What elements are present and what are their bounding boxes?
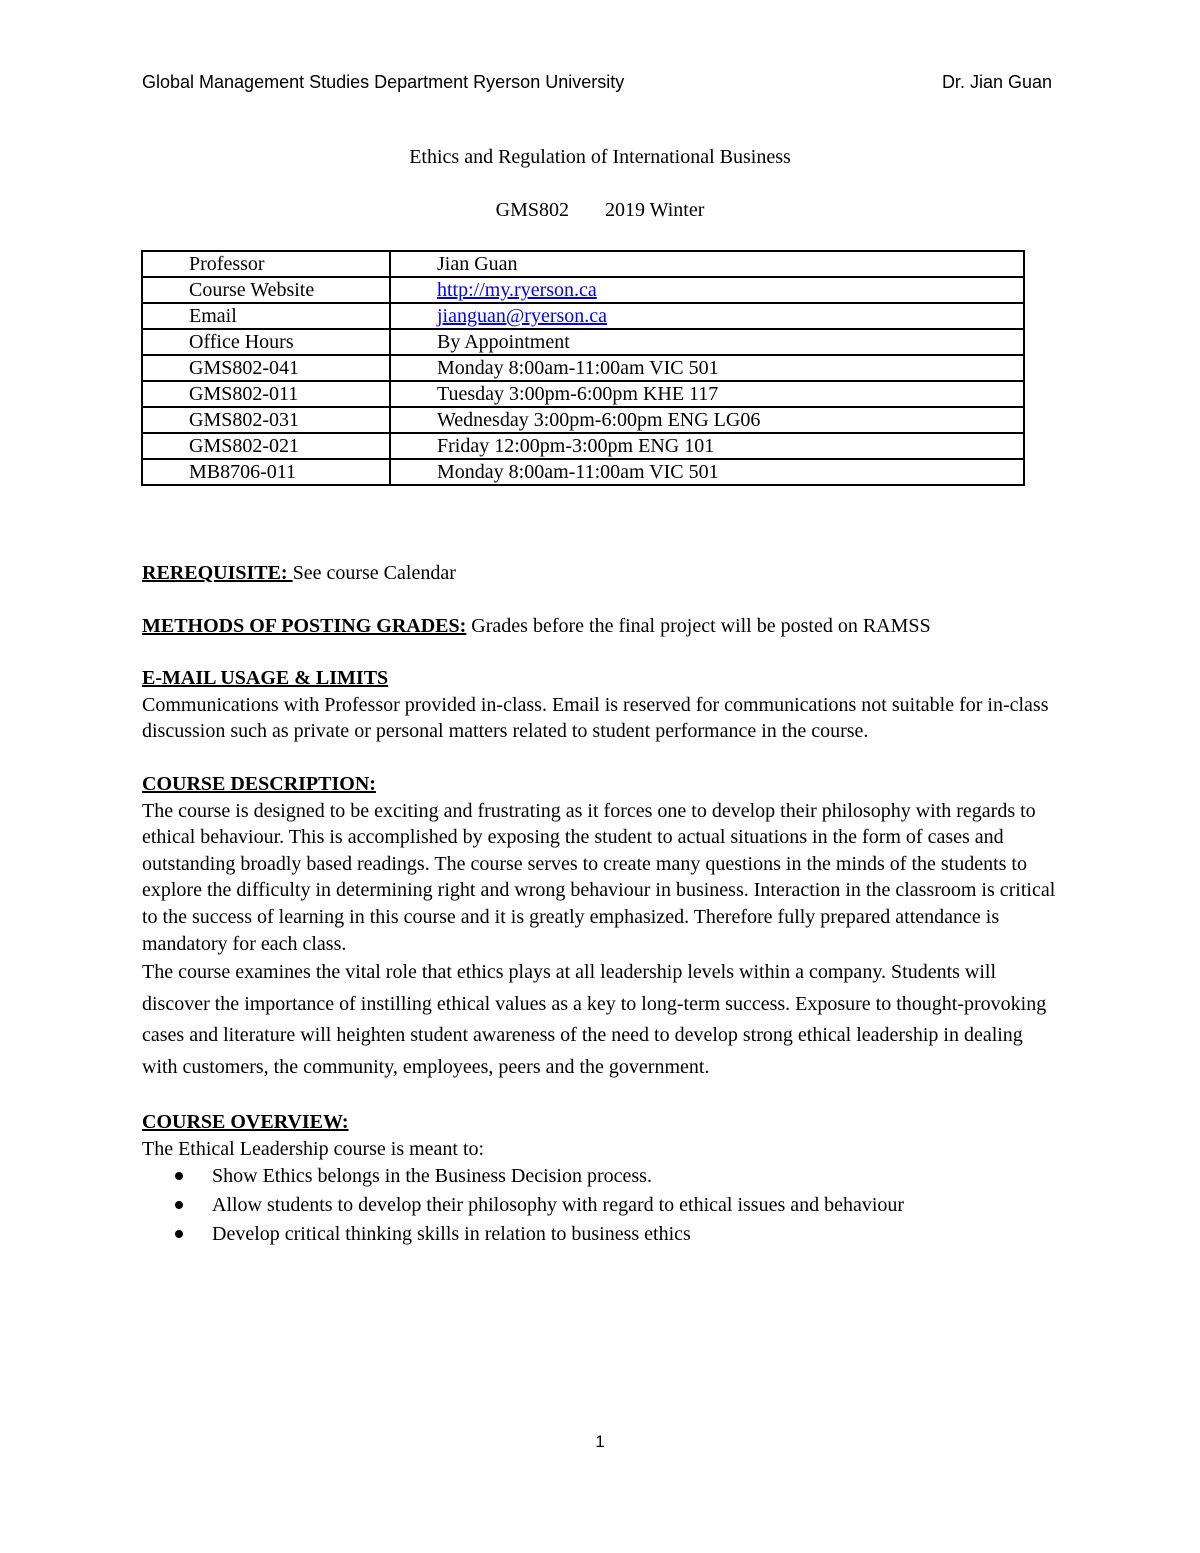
- description-heading: COURSE DESCRIPTION:: [142, 772, 376, 795]
- list-item-text: Show Ethics belongs in the Business Decision process.: [212, 1165, 652, 1188]
- course-title: Ethics and Regulation of International Business: [409, 146, 791, 168]
- row-label: Professor: [142, 251, 390, 277]
- overview-heading: COURSE OVERVIEW:: [142, 1111, 349, 1134]
- page-number: 1: [595, 1432, 605, 1451]
- bullet-icon: [175, 1230, 183, 1238]
- row-value: Jian Guan: [390, 251, 1024, 277]
- table-row: [142, 433, 1024, 459]
- table-row: [142, 277, 1024, 303]
- row-label: GMS802-021: [142, 433, 390, 459]
- grades-heading: METHODS OF POSTING GRADES:: [142, 614, 467, 637]
- row-label: Course Website: [142, 277, 390, 303]
- row-label: GMS802-031: [142, 407, 390, 433]
- row-label: MB8706-011: [142, 459, 390, 485]
- row-value: Monday 8:00am-11:00am VIC 501: [390, 355, 1024, 381]
- grades-text: Grades before the final project will be posted on RAMSS: [466, 614, 931, 637]
- email-link[interactable]: jianguan@ryerson.ca: [437, 305, 608, 327]
- overview-section: [142, 1109, 1062, 1249]
- syllabus-body: [142, 560, 1062, 1275]
- table-row: [142, 381, 1024, 407]
- list-item: [142, 1220, 1062, 1249]
- prerequisite-section: [142, 560, 1062, 587]
- header-department: Global Management Studies Department Ryerson University: [142, 72, 625, 92]
- course-code-line: [0, 199, 1200, 222]
- row-value: Tuesday 3:00pm-6:00pm KHE 117: [390, 381, 1024, 407]
- email-usage-text: Communications with Professor provided in-class. Email is reserved for communications not suitable for in-class discussion such as private or personal matters related to student performance in the course.: [142, 693, 1049, 743]
- course-website-link[interactable]: http://my.ryerson.ca: [437, 279, 597, 301]
- table-row: [142, 355, 1024, 381]
- row-label: GMS802-041: [142, 355, 390, 381]
- row-value: Monday 8:00am-11:00am VIC 501: [390, 459, 1024, 485]
- overview-intro: The Ethical Leadership course is meant to:: [142, 1137, 485, 1160]
- row-value: Wednesday 3:00pm-6:00pm ENG LG06: [390, 407, 1024, 433]
- row-label: GMS802-011: [142, 381, 390, 407]
- description-paragraph-2: The course examines the vital role that ethics plays at all leadership levels within a company. Students will discover the importance of instilling ethical values as a key to long-term success. Exposure to thought-provoking cases and literature will heighten student awareness of the need to develop strong ethical leadership in dealing with customers, the community, employees, peers and the government.: [142, 961, 1047, 1078]
- table-row: [142, 251, 1024, 277]
- description-paragraph-1: The course is designed to be exciting and frustrating as it forces one to develop their philosophy with regards to ethical behaviour. This is accomplished by exposing the student to actual situations in the form of cases and outstanding broadly based readings. The course serves to create many questions in the minds of the students to explore the difficulty in determining right and wrong behaviour in business. Interaction in the classroom is critical to the success of learning in this course and it is greatly emphasized. Therefore fully prepared attendance is mandatory for each class.: [142, 799, 1056, 955]
- course-term: 2019 Winter: [604, 199, 705, 221]
- row-value: By Appointment: [390, 329, 1024, 355]
- row-label: Office Hours: [142, 329, 390, 355]
- header-author: Dr. Jian Guan: [941, 72, 1052, 92]
- row-value: Friday 12:00pm-3:00pm ENG 101: [390, 433, 1024, 459]
- table-row: [142, 459, 1024, 485]
- row-value: [390, 277, 1024, 303]
- bullet-icon: [175, 1172, 183, 1180]
- overview-list: [142, 1162, 1062, 1249]
- list-item: [142, 1162, 1062, 1191]
- table-row: [142, 407, 1024, 433]
- row-label: Email: [142, 303, 390, 329]
- grades-section: [142, 613, 1062, 640]
- email-usage-section: [142, 665, 1062, 745]
- prerequisite-heading: REREQUISITE:: [142, 562, 293, 584]
- table-row: [142, 329, 1024, 355]
- list-item-text: Allow students to develop their philosophy with regard to ethical issues and behaviour: [212, 1194, 905, 1217]
- row-value: [390, 303, 1024, 329]
- prerequisite-text: See course Calendar: [292, 562, 456, 584]
- course-code: GMS802: [495, 199, 569, 221]
- bullet-icon: [175, 1201, 183, 1209]
- list-item: [142, 1191, 1062, 1220]
- list-item-text: Develop critical thinking skills in relation to business ethics: [212, 1223, 691, 1246]
- description-section: [142, 771, 1062, 1083]
- table-row: [142, 303, 1024, 329]
- page-header: [142, 72, 1052, 93]
- email-usage-heading: E-MAIL USAGE & LIMITS: [142, 667, 389, 690]
- course-info-table: [141, 250, 1025, 486]
